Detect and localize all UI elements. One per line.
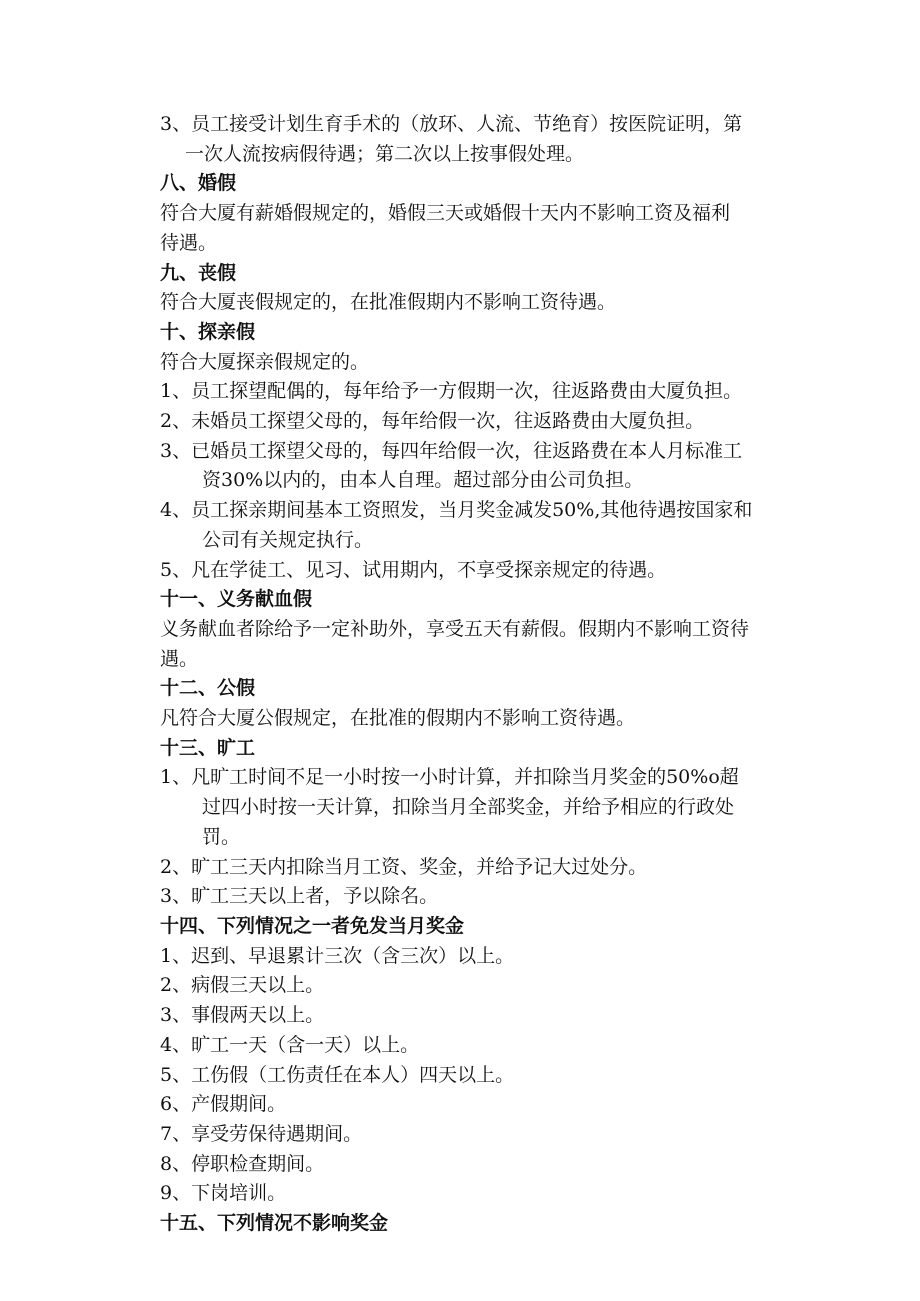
section-heading: 十五、下列情况不影响奖金 <box>160 1212 389 1235</box>
paragraph-line: 2、病假三天以上。 <box>160 974 325 997</box>
paragraph-line: 3、事假两天以上。 <box>160 1004 325 1027</box>
paragraph-line: 待遇。 <box>160 231 218 254</box>
paragraph-line: 5、工伤假（工伤责任在本人）四天以上。 <box>160 1063 515 1086</box>
paragraph-line: 5、凡在学徒工、见习、试用期内，不享受探亲规定的待遇。 <box>160 558 667 581</box>
paragraph-line: 6、产假期间。 <box>160 1093 287 1116</box>
section-heading: 十二、公假 <box>160 677 256 700</box>
paragraph-line: 3、已婚员工探望父母的，每四年给假一次，往返路费在本人月标准工 <box>160 439 743 462</box>
paragraph-line: 1、凡旷工时间不足一小时按一小时计算，并扣除当月奖金的50%o超 <box>160 766 739 789</box>
paragraph-continuation-line: 一次人流按病假待遇；第二次以上按事假处理。 <box>185 142 585 165</box>
paragraph-line: 9、下岗培训。 <box>160 1182 287 1205</box>
paragraph-continuation-line: 资30%以内的，由本人自理。超过部分由公司负担。 <box>202 469 644 492</box>
document-body <box>160 110 780 1239</box>
paragraph-line: 1、迟到、早退累计三次（含三次）以上。 <box>160 944 515 967</box>
paragraph-line: 遇。 <box>160 647 199 670</box>
paragraph-line: 4、旷工一天（含一天）以上。 <box>160 1033 420 1056</box>
paragraph-line: 7、享受劳保待遇期间。 <box>160 1122 363 1145</box>
paragraph-line: 符合大厦丧假规定的，在批准假期内不影响工资待遇。 <box>160 291 617 314</box>
paragraph-line: 义务献血者除给予一定补助外，享受五天有薪假。假期内不影响工资待 <box>160 617 750 640</box>
section-heading: 十三、旷工 <box>160 736 256 759</box>
section-heading: 十四、下列情况之一者免发当月奖金 <box>160 914 465 937</box>
section-heading: 八、婚假 <box>160 172 237 195</box>
section-heading: 九、丧假 <box>160 261 237 284</box>
paragraph-line: 4、员工探亲期间基本工资照发，当月奖金减发50%,其他待遇按国家和 <box>160 499 753 522</box>
paragraph-line: 3、旷工三天以上者，予以除名。 <box>160 885 439 908</box>
paragraph-continuation-line: 罚。 <box>202 825 241 848</box>
paragraph-line: 符合大厦有薪婚假规定的，婚假三天或婚假十天内不影响工资及福利 <box>160 202 731 225</box>
paragraph-line: 8、停职检查期间。 <box>160 1152 325 1175</box>
paragraph-line: 凡符合大厦公假规定，在批准的假期内不影响工资待遇。 <box>160 707 636 730</box>
paragraph-line: 3、员工接受计划生育手术的（放环、人流、节绝育）按医院证明，第 <box>160 113 743 135</box>
paragraph-continuation-line: 过四小时按一天计算，扣除当月全部奖金，并给予相应的行政处 <box>202 796 735 819</box>
paragraph-continuation-line: 公司有关规定执行。 <box>202 528 374 551</box>
paragraph-line: 2、旷工三天内扣除当月工资、奖金，并给予记大过处分。 <box>160 855 648 878</box>
paragraph-line: 2、未婚员工探望父母的，每年给假一次，往返路费由大厦负担。 <box>160 410 705 433</box>
paragraph-line: 1、员工探望配偶的，每年给予一方假期一次，往返路费由大厦负担。 <box>160 380 743 403</box>
section-heading: 十、探亲假 <box>160 320 256 343</box>
section-heading: 十一、义务献血假 <box>160 588 313 611</box>
paragraph-line: 符合大厦探亲假规定的。 <box>160 350 370 373</box>
